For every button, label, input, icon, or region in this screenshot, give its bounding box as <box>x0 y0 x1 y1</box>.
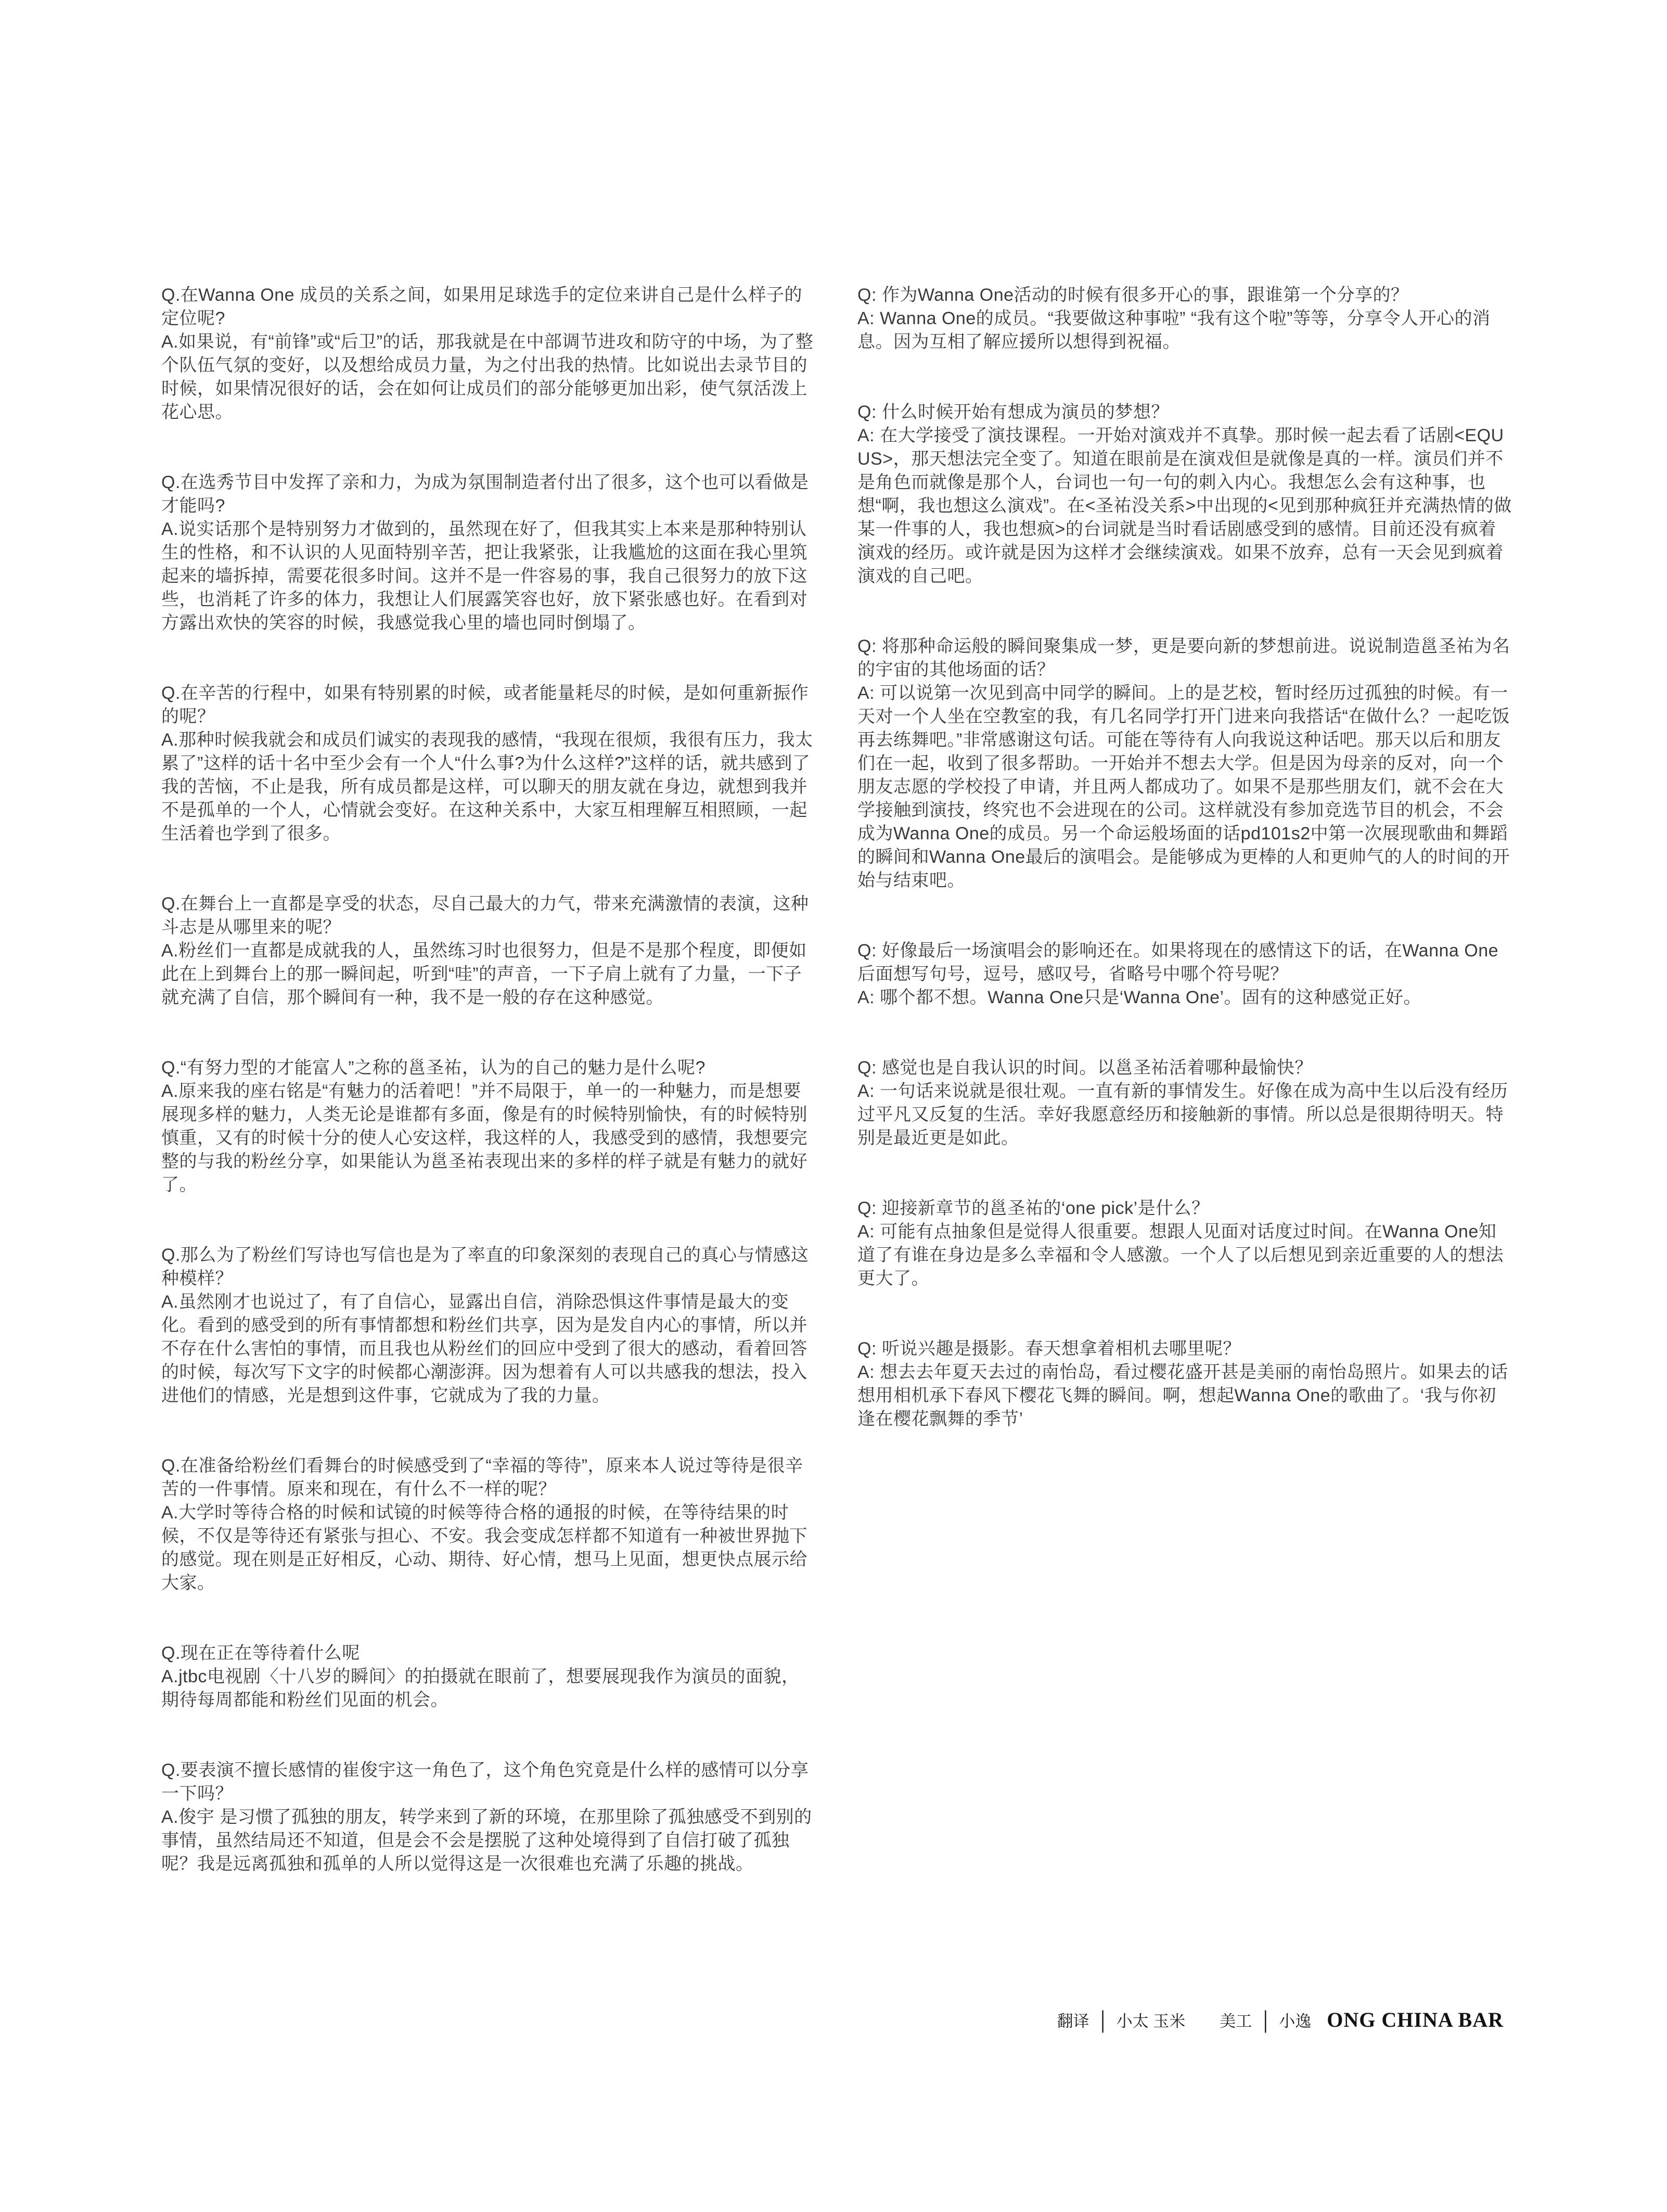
answer-text: A.俊宇 是习惯了孤独的朋友，转学来到了新的环境，在那里除了孤独感受不到别的事情，虽然结局还不知道，但是会不会是摆脱了这种处境得到了自信打破了孤独呢？我是远离孤独和孤单的人所以觉得这是一次很难也充满了乐趣的挑战。 <box>161 1807 812 1874</box>
qa-block <box>161 471 816 635</box>
designer-label: 美工 <box>1220 2012 1252 2030</box>
qa-block <box>857 635 1512 892</box>
answer-text: A: 可以说第一次见到高中同学的瞬间。上的是艺校，暂时经历过孤独的时候。有一天对一个人坐在空教室的我，有几名同学打开门进来向我搭话“在做什么？一起吃饭再去练舞吧。”非常感谢这句话。可能在等待有人向我说这种话吧。那天以后和朋友们在一起，收到了很多帮助。一开始并不想去大学。但是因为母亲的反对，向一个朋友志愿的学校投了申请，并且两人都成功了。如果不是那些朋友们，就不会在大学接触到演技，终究也不会进现在的公司。这样就没有参加竞选节目的机会，不会成为Wanna One的成员。另一个命运般场面的话pd101s2中第一次展现歌曲和舞蹈的瞬间和Wanna One最后的演唱会。是能够成为更棒的人和更帅气的人的时间的开始与结束吧。 <box>857 683 1510 890</box>
qa-block <box>161 1454 816 1595</box>
qa-block <box>161 1759 816 1876</box>
question-text: Q.在辛苦的行程中，如果有特别累的时候，或者能量耗尽的时候，是如何重新振作的呢？ <box>161 683 809 726</box>
divider-bar: | <box>1263 2005 1268 2033</box>
divider-bar: | <box>1100 2005 1105 2033</box>
qa-block <box>161 1244 816 1408</box>
question-text: Q.要表演不擅长感情的崔俊宇这一角色了，这个角色究竟是什么样的感情可以分享一下吗？ <box>161 1760 809 1804</box>
answer-text: A: 想去去年夏天去过的南怡岛，看过樱花盛开甚是美丽的南怡岛照片。如果去的话想用相机承下春风下樱花飞舞的瞬间。啊，想起Wanna One的歌曲了。‘我与你初逢在樱花飘舞的季节’ <box>857 1362 1508 1429</box>
question-text: Q: 将那种命运般的瞬间聚集成一梦，更是要向新的梦想前进。说说制造邕圣祐为名的宇宙的其他场面的话？ <box>857 636 1510 680</box>
qa-block <box>161 1642 816 1712</box>
qa-block <box>857 939 1512 1009</box>
qa-block <box>161 682 816 846</box>
question-text: Q: 什么时候开始有想成为演员的梦想？ <box>857 402 1169 422</box>
question-text: Q.在准备给粉丝们看舞台的时候感受到了“幸福的等待”，原来本人说过等待是很辛苦的一件事情。原来和现在，有什么不一样的呢？ <box>161 1456 803 1499</box>
answer-text: A.那种时候我就会和成员们诚实的表现我的感情，“我现在很烦，我很有压力，我太累了”这样的话十名中至少会有一个人“什么事?为什么这样?”这样的话，就共感到了我的苦恼，不止是我，所有成员都是这样，可以聊天的朋友就在身边，就想到我并不是孤单的一个人，心情就会变好。在这种关系中，大家互相理解互相照顾，一起生活着也学到了很多。 <box>161 730 813 843</box>
question-text: Q.在选秀节目中发挥了亲和力，为成为氛围制造者付出了很多，这个也可以看做是才能吗? <box>161 472 809 516</box>
designer-name: 小逸 <box>1279 2012 1312 2030</box>
question-text: Q.在Wanna One 成员的关系之间，如果用足球选手的定位来讲自己是什么样子的定位呢? <box>161 285 803 328</box>
question-text: Q: 感觉也是自我认识的时间。以邕圣祐活着哪种最愉快？ <box>857 1058 1313 1078</box>
right-column <box>857 284 1512 1478</box>
qa-block <box>857 1197 1512 1290</box>
qa-block <box>161 892 816 1009</box>
answer-text: A: 在大学接受了演技课程。一开始对演戏并不真挚。那时候一起去看了话剧<EQUUS>，那天想法完全变了。知道在眼前是在演戏但是就像是真的一样。演员们并不是角色而就像是那个人，台词也一句一句的刺入内心。我想怎么会有这种事，也想“啊，我也想这么演戏”。在<圣祐没关系>中出现的<见到那种疯狂并充满热情的做某一件事的人，我也想疯>的台词就是当时看话剧感受到的感情。目前还没有疯着演戏的经历。或许就是因为这样才会继续演戏。如果不放弃，总有一天会见到疯着演戏的自己吧。 <box>857 426 1512 586</box>
qa-block <box>161 284 816 424</box>
credits-footer <box>1057 2005 1504 2033</box>
design-credit <box>1220 2005 1312 2033</box>
answer-text: A.jtbc电视剧〈十八岁的瞬间〉的拍摄就在眼前了，想要展现我作为演员的面貌，期待每周都能和粉丝们见面的机会。 <box>161 1667 800 1710</box>
question-text: Q: 听说兴趣是摄影。春天想拿着相机去哪里呢？ <box>857 1339 1241 1359</box>
question-text: Q.“有努力型的才能富人”之称的邕圣祐，认为的自己的魅力是什么呢? <box>161 1058 706 1078</box>
qa-block <box>857 401 1512 588</box>
answer-text: A: 哪个都不想。Wanna One只是‘Wanna One’。固有的这种感觉正好。 <box>857 988 1422 1007</box>
answer-text: A.原来我的座右铭是“有魅力的活着吧！”并不局限于，单一的一种魅力，而是想要展现多样的魅力，人类无论是谁都有多面，像是有的时候特别愉快，有的时候特别慎重，又有的时候十分的使人心安这样，我这样的人，我感受到的感情，我想要完整的与我的粉丝分享，如果能认为邕圣祐表现出来的多样的样子就是有魅力的就好了。 <box>161 1081 807 1195</box>
question-text: Q: 作为Wanna One活动的时候有很多开心的事，跟谁第一个分享的？ <box>857 285 1409 305</box>
qa-block <box>857 284 1512 354</box>
translation-credit <box>1057 2005 1186 2033</box>
qa-block <box>161 1056 816 1197</box>
left-column <box>161 284 816 1923</box>
translator-label: 翻译 <box>1057 2012 1089 2030</box>
question-text: Q: 迎接新章节的邕圣祐的‘one pick’是什么？ <box>857 1198 1210 1218</box>
question-text: Q.现在正在等待着什么呢 <box>161 1643 360 1663</box>
answer-text: A: 可能有点抽象但是觉得人很重要。想跟人见面对话度过时间。在Wanna One知道了有谁在身边是多么幸福和令人感激。一个人了以后想见到亲近重要的人的想法更大了。 <box>857 1222 1504 1288</box>
translator-names: 小太 玉米 <box>1116 2012 1186 2030</box>
question-text: Q.那么为了粉丝们写诗也写信也是为了率直的印象深刻的表现自己的真心与情感这种模样？ <box>161 1245 809 1288</box>
answer-text: A.说实话那个是特别努力才做到的，虽然现在好了，但我其实上本来是那种特别认生的性格，和不认识的人见面特别辛苦，把让我紧张，让我尴尬的这面在我心里筑起来的墙拆掉，需要花很多时间。这并不是一件容易的事，我自己很努力的放下这些，也消耗了许多的体力，我想让人们展露笑容也好，放下紧张感也好。在看到对方露出欢快的笑容的时候，我感觉我心里的墙也同时倒塌了。 <box>161 519 807 633</box>
brand-logo: ONG CHINA BAR <box>1327 2008 1504 2031</box>
question-text: Q.在舞台上一直都是享受的状态，尽自己最大的力气，带来充满激情的表演，这种斗志是从哪里来的呢？ <box>161 894 809 937</box>
question-text: Q: 好像最后一场演唱会的影响还在。如果将现在的感情这下的话，在Wanna One后面想写句号，逗号，感叹号，省略号中哪个符号呢？ <box>857 941 1499 984</box>
answer-text: A.虽然刚才也说过了，有了自信心，显露出自信，消除恐惧这件事情是最大的变化。看到的感受到的所有事情都想和粉丝们共享，因为是发自内心的事情，所以并不存在什么害怕的事情，而且我也从粉丝们的回应中受到了很大的感动，看着回答的时候，每次写下文字的时候都心潮澎湃。因为想着有人可以共感我的想法，投入进他们的情感，光是想到这件事，它就成为了我的力量。 <box>161 1292 807 1405</box>
answer-text: A.大学时等待合格的时候和试镜的时候等待合格的通报的时候，在等待结果的时候，不仅是等待还有紧张与担心、不安。我会变成怎样都不知道有一种被世界抛下的感觉。现在则是正好相反，心动、期待、好心情，想马上见面，想更快点展示给大家。 <box>161 1503 807 1593</box>
qa-block <box>857 1337 1512 1431</box>
answer-text: A: Wanna One的成员。“我要做这种事啦” “我有这个啦”等等，分享令人开心的消息。因为互相了解应援所以想得到祝福。 <box>857 309 1491 352</box>
qa-block <box>857 1056 1512 1150</box>
answer-text: A.粉丝们一直都是成就我的人，虽然练习时也很努力，但是不是那个程度，即便如此在上到舞台上的那一瞬间起，听到“哇”的声音，一下子肩上就有了力量，一下子就充满了自信，那个瞬间有一种，我不是一般的存在这种感觉。 <box>161 941 807 1007</box>
answer-text: A: 一句话来说就是很壮观。一直有新的事情发生。好像在成为高中生以后没有经历过平凡又反复的生活。幸好我愿意经历和接触新的事情。所以总是很期待明天。特别是最近更是如此。 <box>857 1081 1508 1148</box>
answer-text: A.如果说，有“前锋”或“后卫”的话，那我就是在中部调节进攻和防守的中场，为了整个队伍气氛的变好，以及想给成员力量，为之付出我的热情。比如说出去录节目的时候，如果情况很好的话，会在如何让成员们的部分能够更加出彩，使气氛活泼上花心思。 <box>161 332 814 422</box>
